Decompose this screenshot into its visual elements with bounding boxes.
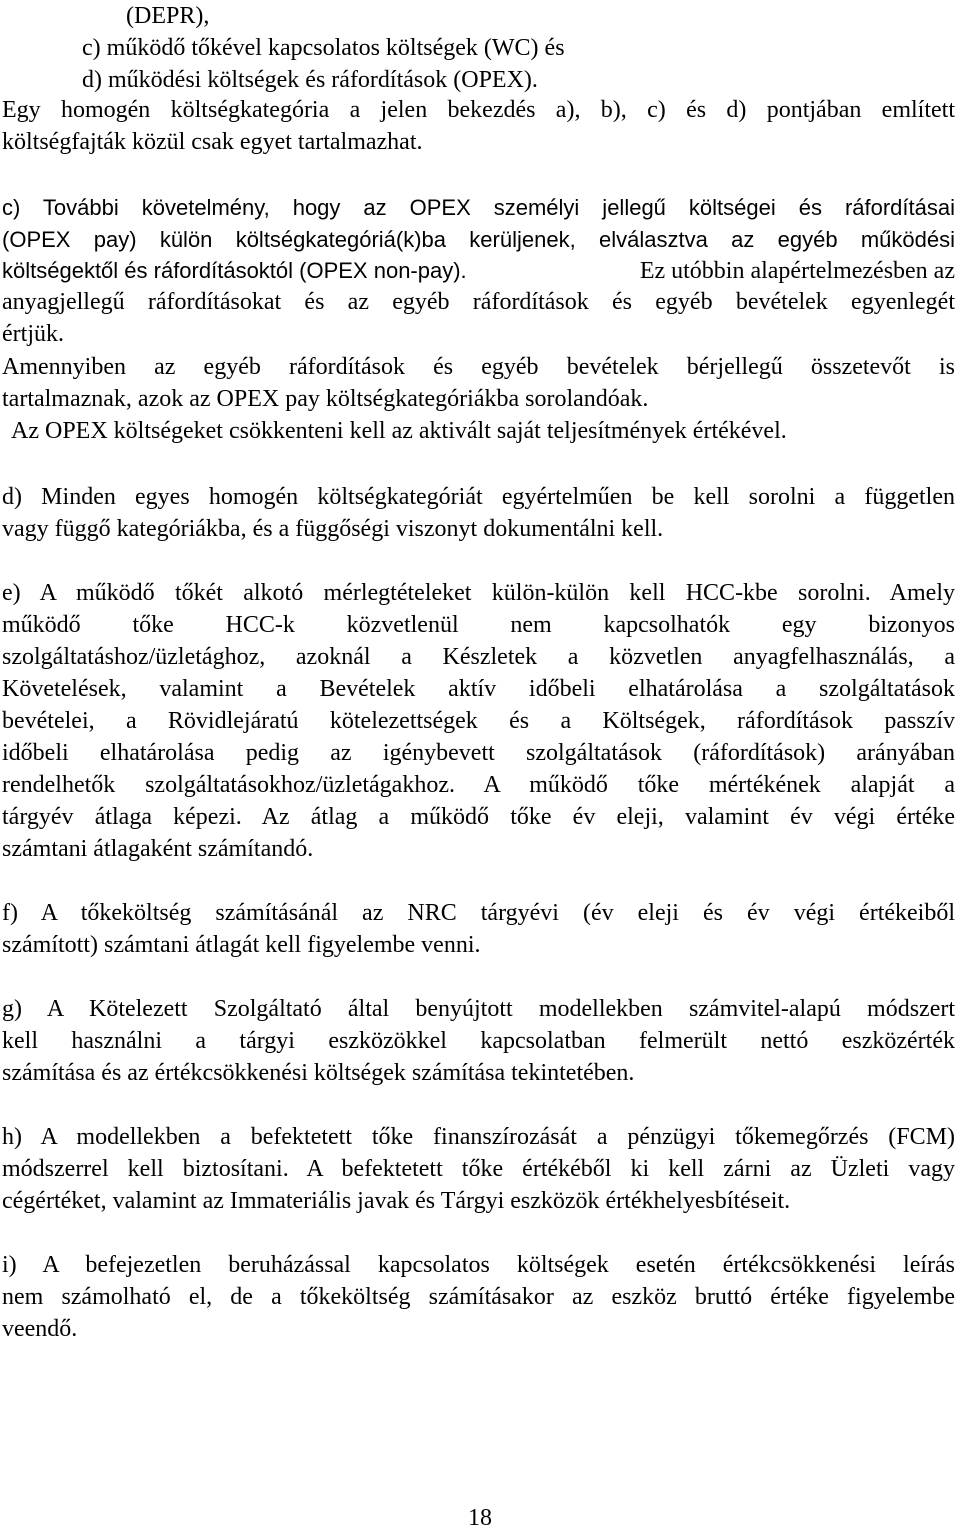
paragraph-c-sans-text: költségektől és ráfordításoktól (OPEX non-pay). — [2, 258, 467, 283]
paragraph-f-line: f) A tőkeköltség számításánál az NRC tárgyévi (év eleji és év végi értékeiből — [2, 900, 955, 926]
paragraph-g-line: g) A Kötelezett Szolgáltató által benyújtott modellekben számvitel-alapú módszert — [2, 996, 955, 1022]
paragraph-line: költségfajták közül csak egyet tartalmazhat. — [2, 129, 423, 155]
paragraph-e-line: rendelhetők szolgáltatásokhoz/üzletágakhoz. A működő tőke mértékének alapját a — [2, 772, 955, 798]
paragraph-e-line: tárgyév átlaga képezi. Az átlag a működő tőke év eleji, valamint év végi értéke — [2, 804, 955, 830]
list-item-c: c) működő tőkével kapcsolatos költségek (WC) és — [82, 35, 565, 61]
paragraph-g-line: számítása és az értékcsökkenési költségek számítása tekintetében. — [2, 1060, 635, 1086]
paragraph-f-line: számított) számtani átlagát kell figyelembe venni. — [2, 932, 481, 958]
paragraph-h-line: módszerrel kell biztosítani. A befektetett tőke értékéből ki kell zárni az Üzleti vagy — [2, 1156, 955, 1182]
paragraph-i-line: veendő. — [2, 1316, 78, 1342]
paragraph-c-line: értjük. — [2, 321, 64, 347]
paragraph-e-line: e) A működő tőkét alkotó mérlegtételeket külön-külön kell HCC-kbe sorolni. Amely — [2, 580, 955, 606]
paragraph-i-line: nem számolható el, de a tőkeköltség számításakor az eszköz bruttó értéke figyelembe — [2, 1284, 955, 1310]
paragraph-e-line: számtani átlagaként számítandó. — [2, 836, 314, 862]
paragraph-g-line: kell használni a tárgyi eszközökkel kapcsolatban felmerült nettó eszközérték — [2, 1028, 955, 1054]
paragraph-c-line: (OPEX pay) külön költségkategóriá(k)ba kerüljenek, elválasztva az egyéb működési — [2, 227, 955, 252]
page-number: 18 — [468, 1505, 492, 1531]
paragraph-c-line: anyagjellegű ráfordításokat és az egyéb ráfordítások és egyéb bevételek egyenlegét — [2, 289, 955, 315]
paragraph-e-line: Követelések, valamint a Bevételek aktív időbeli elhatárolása a szolgáltatások — [2, 676, 955, 702]
paragraph-e-line: szolgáltatáshoz/üzletághoz, azoknál a Készletek a közvetlen anyagfelhasználás, a — [2, 644, 955, 670]
paragraph-c-line: c) További követelmény, hogy az OPEX személyi jellegű költségei és ráfordításai — [2, 195, 955, 220]
list-item-depr: (DEPR), — [126, 3, 210, 29]
paragraph-c-serif-text: Ez utóbbin alapértelmezésben az — [639, 258, 955, 284]
paragraph-e-line: időbeli elhatárolása pedig az igénybevett szolgáltatások (ráfordítások) arányában — [2, 740, 955, 766]
list-item-d: d) működési költségek és ráfordítások (OPEX). — [82, 67, 538, 93]
paragraph-i-line: i) A befejezetlen beruházással kapcsolatos költségek esetén értékcsökkenési leírás — [2, 1252, 955, 1278]
paragraph-line: Egy homogén költségkategória a jelen bekezdés a), b), c) és d) pontjában említett — [2, 97, 955, 123]
paragraph-d-line: vagy függő kategóriákba, és a függőségi viszonyt dokumentálni kell. — [2, 516, 664, 542]
paragraph-h-line: h) A modellekben a befektetett tőke finanszírozását a pénzügyi tőkemegőrzés (FCM) — [2, 1124, 955, 1150]
paragraph-c-line: Amennyiben az egyéb ráfordítások és egyéb bevételek bérjellegű összetevőt is — [2, 354, 955, 380]
paragraph-e-line: bevételei, a Rövidlejáratú kötelezettségek és a Költségek, ráfordítások passzív — [2, 708, 955, 734]
paragraph-h-line: cégértéket, valamint az Immateriális javak és Tárgyi eszközök értékhelyesbítéseit. — [2, 1188, 791, 1214]
paragraph-c-line — [2, 255, 955, 287]
paragraph-c-line: tartalmaznak, azok az OPEX pay költségkategóriákba sorolandóak. — [2, 386, 649, 412]
paragraph-c-line: Az OPEX költségeket csökkenteni kell az aktivált saját teljesítmények értékével. — [11, 418, 787, 444]
paragraph-d-line: d) Minden egyes homogén költségkategóriát egyértelműen be kell sorolni a független — [2, 484, 955, 510]
paragraph-e-line: működő tőke HCC-k közvetlenül nem kapcsolhatók egy bizonyos — [2, 612, 955, 638]
